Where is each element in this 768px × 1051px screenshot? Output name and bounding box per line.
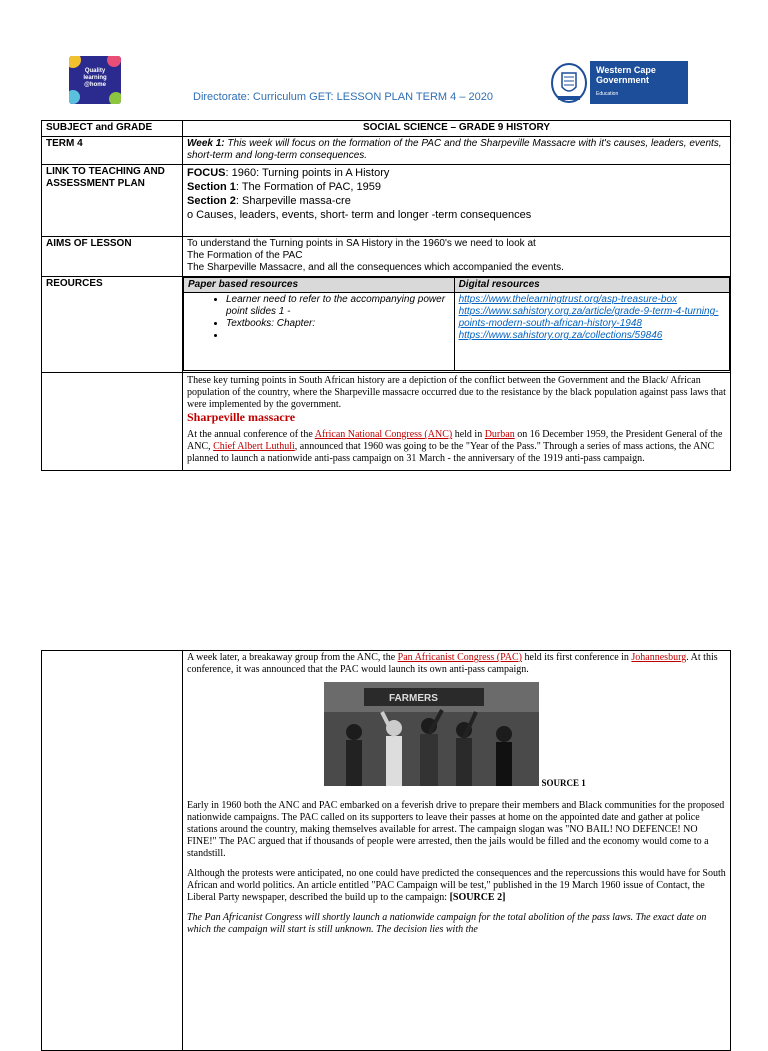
resource-link[interactable]: https://www.sahistory.org.za/collections/59846 [458, 330, 663, 341]
durban-link[interactable]: Durban [484, 429, 515, 440]
section1-bold: Section 1 [187, 181, 236, 193]
quality-learning-logo [69, 56, 121, 104]
aims-line: The Sharpeville Massacre, and all the consequences which accompanied the events. [187, 262, 564, 273]
paper-list [188, 294, 450, 342]
logo-text-line: Quality [84, 68, 106, 74]
list-item: • Learner need to refer to the accompanying power point slides 1 - [226, 294, 450, 318]
luthuli-link[interactable]: Chief Albert Luthuli [213, 441, 295, 452]
resources-label: REOURCES [42, 277, 183, 373]
pac-link[interactable]: Pan Africanist Congress (PAC) [397, 652, 522, 663]
early-1960-paragraph: Early in 1960 both the ANC and PAC embarked on a feverish drive to prepare their members and Black communities for the proposed nationwide campaigns. The PAC called on its supporters to leave their passes at home on the appointed date and gather at police stations around the country, making themselves available for arrest. The campaign slogan was "NO BAIL! NO DEFENCE! NO FINE!" The PAC argued that if thousands of people were arrested, then the jails would be filled and the economy would come to a standstill. [187, 800, 725, 859]
text-run: , announced that 1960 was going to be the "Year of the Pass." Through a series of mass actions, the ANC planned to launch a nationwide anti-pass campaign on 31 March - the anniversary of the 1919 anti-pass campaign. [187, 441, 715, 464]
blank-label-cell [42, 373, 183, 471]
list-item [226, 330, 450, 342]
digital-list-cell [454, 293, 729, 371]
text-run: Although the protests were anticipated, no one could have predicted the consequences and the repercussions this would have for South African and world politics. An article entitled "PAC Campaign will be test," published in the 19 March 1960 issue of Contact, the Liberal Party newspaper, described the build up to the campaign: [187, 868, 726, 903]
source-1-caption: SOURCE 1 [541, 778, 586, 788]
logo-text-line: @home [84, 82, 106, 88]
blank-label-cell [42, 651, 183, 1051]
resource-link[interactable]: https://www.thelearningtrust.org/asp-treasure-box [458, 294, 677, 305]
logo-text-line: learning [83, 75, 107, 81]
resources-table [183, 277, 730, 371]
week-label: Week 1: [187, 138, 225, 149]
section2-bold: Section 2 [187, 195, 236, 207]
text-run: on 16 December 1959, the President General of the ANC, [187, 429, 723, 452]
focus-text: : 1960: Turning points in A History [225, 167, 390, 179]
week-text: This week will focus on the formation of the PAC and the Sharpeville Massacre with it's causes, leaders, events, short-term and long-term consequences. [187, 138, 722, 161]
although-paragraph [187, 868, 726, 904]
directorate-title: Directorate: Curriculum GET: LESSON PLAN TERM 4 – 2020 [193, 91, 493, 103]
logo-line-1: Western Cape [596, 65, 656, 75]
logo-line-3: Education [596, 91, 619, 97]
causes-text: o Causes, leaders, events, short- term and longer -term consequences [187, 209, 532, 221]
week-later-paragraph [187, 652, 726, 676]
focus-bold: FOCUS [187, 167, 226, 179]
source-2-label: [SOURCE 2] [449, 892, 506, 903]
aims-line: The Formation of the PAC [187, 250, 303, 261]
subject-value: SOCIAL SCIENCE – GRADE 9 HISTORY [183, 121, 731, 137]
source-1-photo [324, 682, 539, 786]
text-run: . At this conference, it was announced that the PAC would launch its own anti-pass campaign. [187, 652, 718, 675]
focus-cell [183, 165, 731, 237]
section2-text: : Sharpeville massa-cre [235, 195, 351, 207]
photo-sign-text: FARMERS [389, 693, 438, 704]
text-run: At the annual conference of the [187, 429, 315, 440]
text-run: held its first conference in [522, 652, 632, 663]
aims-cell [183, 237, 731, 277]
johannesburg-link[interactable]: Johannesburg [631, 652, 687, 663]
text-run: held in [452, 429, 485, 440]
aims-label: AIMS OF LESSON [42, 237, 183, 277]
resources-cell [183, 277, 731, 373]
quote-paragraph: The Pan Africanist Congress will shortly launch a nationwide campaign for the total abolition of the pass laws. The exact date on which the campaign will start is still unknown. The decision lies with the [187, 912, 707, 935]
conference-paragraph [187, 429, 726, 465]
coat-of-arms-icon [550, 61, 588, 104]
western-cape-logo [550, 61, 688, 104]
lesson-plan-table [41, 120, 731, 471]
term-description [183, 137, 731, 165]
intro-paragraph: These key turning points in South African history are a depiction of the conflict between the Government and the Black/ African population of the country, where the Sharpeville massacre occurred due to the resistance by the black population against pass laws that were implemented by the government. [187, 375, 726, 410]
section1-text: : The Formation of PAC, 1959 [235, 181, 382, 193]
aims-line: To understand the Turning points in SA History in the 1960's we need to look at [187, 238, 536, 249]
digital-head: Digital resources [454, 278, 729, 293]
paper-head: Paper based resources [184, 278, 455, 293]
sharpeville-heading: Sharpeville massacre [187, 410, 296, 424]
content-cell [183, 651, 731, 1051]
content-cell [183, 373, 731, 471]
term-label: TERM 4 [42, 137, 183, 165]
link-label: LINK TO TEACHING AND ASSESSMENT PLAN [42, 165, 183, 237]
anc-link[interactable]: African National Congress (ANC) [314, 429, 453, 440]
resource-link[interactable]: https://www.sahistory.org.za/article/grade-9-term-4-turning-points-modern-south-african-history-1948 [458, 306, 719, 329]
content-table [41, 650, 731, 1051]
text-run: A week later, a breakaway group from the ANC, the [187, 652, 398, 663]
logo-line-2: Government [596, 75, 650, 85]
protest-photo-icon [324, 682, 539, 786]
list-item: • Textbooks: Chapter: [226, 318, 450, 330]
subject-label: SUBJECT and GRADE [42, 121, 183, 137]
paper-list-cell [184, 293, 455, 371]
